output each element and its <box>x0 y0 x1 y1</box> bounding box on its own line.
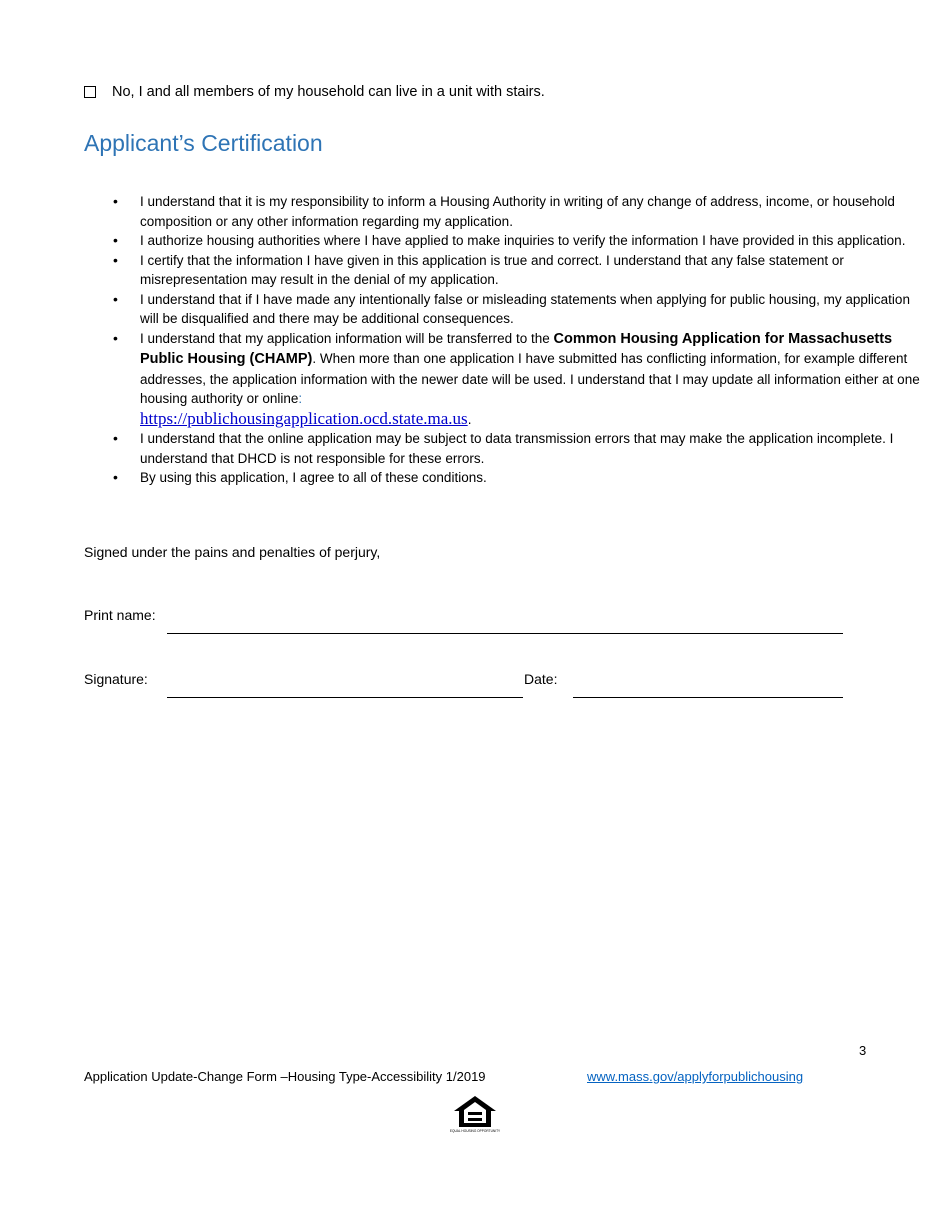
mass-gov-link[interactable]: www.mass.gov/applyforpublichousing <box>587 1069 804 1084</box>
signature-label: Signature: <box>84 671 148 687</box>
print-name-line[interactable] <box>167 633 843 634</box>
list-item: • I understand that if I have made any intentionally false or misleading statements when applying for public housing, my application will be disqualified and there may be additional consequences. <box>140 290 925 329</box>
list-item: • I understand that the online application may be subject to data transmission errors that may make the application incomplete. I understand that DHCD is not responsible for these errors. <box>140 429 925 468</box>
list-item-champ <box>140 329 925 430</box>
champ-colon: : <box>298 391 303 406</box>
signature-line[interactable] <box>167 697 523 698</box>
stairs-option-label: No, I and all members of my household can live in a unit with stairs. <box>112 84 545 100</box>
list-item: • By using this application, I agree to all of these conditions. <box>140 468 925 488</box>
certification-list <box>84 192 925 488</box>
list-item: • I authorize housing authorities where I have applied to make inquiries to verify the information I have provided in this application. <box>140 231 925 251</box>
list-item: • I certify that the information I have given in this application is true and correct. I understand that any false statement or misrepresentation may result in the denial of my application. <box>140 251 925 290</box>
champ-text-before: I understand that my application information will be transferred to the <box>140 330 554 346</box>
list-item: • I understand that it is my responsibility to inform a Housing Authority in writing of any change of address, income, or household composition or any other information regarding my application. <box>140 192 925 231</box>
stairs-option-row[interactable] <box>84 84 545 100</box>
certification-heading: Applicant’s Certification <box>84 130 323 156</box>
date-label: Date: <box>524 671 558 687</box>
public-housing-application-link[interactable]: https://publichousingapplication.ocd.state.ma.us <box>140 408 468 428</box>
champ-name: Common Housing Application for Massachusetts Public Housing (CHAMP) <box>140 330 893 367</box>
form-title: Application Update-Change Form –Housing Type-Accessibility 1/2019 <box>84 1069 486 1084</box>
logo-caption: EQUAL HOUSING OPPORTUNITY <box>449 1129 501 1133</box>
equal-housing-opportunity-logo <box>449 1093 501 1141</box>
equal-housing-icon <box>449 1093 501 1141</box>
date-line[interactable] <box>573 697 843 698</box>
champ-text-after: . When more than one application I have submitted has conflicting information, for example different addresses, the application information with the newer date will be used. I understand that I may update all information either at one housing authority or online <box>140 351 920 406</box>
page-number: 3 <box>859 1043 867 1058</box>
print-name-label: Print name: <box>84 607 156 623</box>
perjury-statement: Signed under the pains and penalties of perjury, <box>84 544 381 560</box>
champ-end: . <box>467 411 472 427</box>
stairs-option-checkbox[interactable] <box>84 86 96 98</box>
